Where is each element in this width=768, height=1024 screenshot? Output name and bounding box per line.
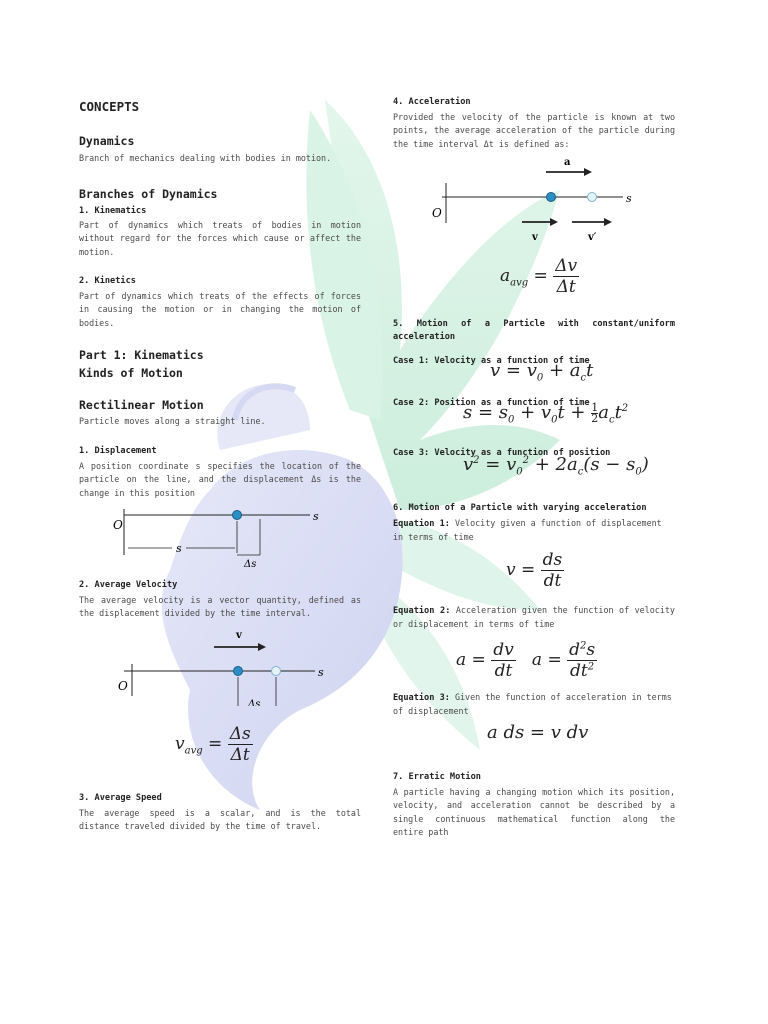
case2-equation: $s = s_0 + v_0t$ + $\frac{1}{2}$ $a_ct^2$ [463, 400, 629, 426]
equation3-description: Given the function of acceleration in terms of displacement [393, 692, 672, 717]
denominator: Δt [230, 745, 250, 765]
equation1-label: Equation 1: [393, 519, 450, 529]
equation2-description: Acceleration given the function of velocity or displacement in terms of time [393, 605, 675, 630]
displacement-heading: 1. Displacement [79, 446, 157, 456]
equation2-text [393, 604, 675, 632]
acceleration-vector-label: a [564, 157, 571, 168]
average-speed-body: The average speed is a scalar, and is the total distance traveled divided by the time of travel. [79, 808, 361, 832]
particle-end [272, 667, 281, 676]
denominator: Δt [556, 277, 576, 297]
equation1-text [393, 517, 675, 545]
acceleration-arrowhead [584, 168, 592, 176]
average-velocity-heading: 2. Average Velocity [79, 580, 178, 590]
branches-heading: Branches of Dynamics [79, 187, 218, 201]
particle-start [547, 193, 556, 202]
erratic-motion-body: A particle having a changing motion which its position, velocity, and acceleration cannot be described by a single continuous mathematical function along the entire path [393, 787, 675, 838]
displacement-diagram [110, 505, 330, 570]
axis-label: s [318, 666, 324, 679]
acceleration-body: Provided the velocity of the particle is known at two points, the average acceleration of the particle during the time interval Δt is defined as: [393, 112, 675, 149]
particle [233, 511, 242, 520]
constant-acceleration-heading: 5. Motion of a Particle with constant/uniform acceleration [393, 319, 675, 342]
equation3-text [393, 691, 675, 719]
delta-s-label: Δs [244, 559, 257, 570]
average-velocity-body: The average velocity is a vector quantity, defined as the displacement divided by the time interval. [79, 595, 361, 619]
numerator: Δs [229, 724, 251, 744]
d2s: $d^2s$ [569, 640, 596, 660]
acceleration-heading: 4. Acceleration [393, 97, 471, 107]
average-velocity-formula: $v_{avg}$ = $\frac{\Delta s}{\Delta t}$ [175, 724, 251, 765]
axis-label: s [626, 192, 632, 205]
dynamics-heading: Dynamics [79, 134, 135, 148]
equation2-formula: a = $\frac{dv}{dt}$ a = $\frac{d^2s}{dt^2}$ [456, 640, 596, 681]
ds-dt-fraction [541, 550, 565, 591]
velocity-label: v [236, 630, 242, 641]
d2s-dt2-fraction [567, 640, 597, 681]
velocity-arrowhead [258, 643, 266, 651]
kinetics-body: Part of dynamics which treats of the effects of forces in causing the motion or in changing the motion of bodies. [79, 291, 361, 328]
dt: dt [494, 661, 513, 681]
average-acceleration-formula: $a_{avg}$ = $\frac{\Delta v}{\Delta t}$ [500, 256, 578, 297]
rectilinear-body: Particle moves along a straight line. [79, 416, 266, 426]
case1-heading: Case 1: Velocity as a function of time [393, 355, 590, 366]
numerator: Δv [555, 256, 578, 276]
v-avg-symbol: $v_{avg}$ [175, 734, 203, 757]
particle-start [234, 667, 243, 676]
case3-equation: $v^2 = v_0^2 + 2a_c(s - s_0)$ [463, 454, 649, 478]
ds-dt-fraction [228, 724, 253, 765]
kinematics-body: Part of dynamics which treats of bodies in motion without regard for the forces which cause or affect the motion. [79, 220, 361, 257]
particle-end [588, 193, 597, 202]
kinds-heading: Kinds of Motion [79, 366, 183, 380]
dv: dv [493, 640, 514, 660]
a-avg-symbol: $a_{avg}$ [500, 266, 529, 289]
delta-s-label: Δs [248, 699, 261, 706]
origin-label: O [113, 518, 123, 532]
case2-heading: Case 2: Position as a function of time [393, 397, 590, 408]
acceleration-diagram [428, 153, 648, 243]
equation1-description: Velocity given a function of displacement in terms of time [393, 518, 662, 543]
dynamics-body: Branch of mechanics dealing with bodies in motion. [79, 153, 332, 163]
case1-equation: $v = v_0 + a_ct$ [490, 360, 594, 384]
dt2: $dt^2$ [570, 661, 595, 681]
average-speed-heading: 3. Average Speed [79, 793, 162, 803]
ds: ds [542, 550, 563, 570]
rectilinear-heading: Rectilinear Motion [79, 398, 204, 412]
dv-dt-fraction [491, 640, 516, 681]
origin-label: O [118, 679, 128, 693]
velocity-prime-label: v′ [588, 232, 597, 243]
dv-dt-fraction [553, 256, 579, 297]
case3-heading: Case 3: Velocity as a function of position [393, 447, 611, 458]
equation3-formula: a ds = v dv [487, 722, 589, 743]
equation1-formula: v = $\frac{ds}{dt}$ [506, 550, 563, 591]
kinetics-heading: 2. Kinetics [79, 276, 136, 286]
axis-label: s [313, 510, 319, 523]
origin-label: O [432, 206, 442, 220]
erratic-motion-heading: 7. Erratic Motion [393, 772, 481, 782]
varying-acceleration-heading: 6. Motion of a Particle with varying acceleration [393, 503, 647, 513]
displacement-body: A position coordinate s specifies the location of the particle on the line, and the displacement Δs is the change in this position [79, 461, 361, 498]
velocity-prime-arrowhead [604, 218, 612, 226]
kinematics-heading: 1. Kinematics [79, 206, 147, 216]
velocity-arrowhead [550, 218, 558, 226]
s-dimension-label: s [176, 542, 182, 555]
average-velocity-diagram [110, 626, 340, 706]
equation2-label: Equation 2: [393, 606, 451, 616]
dt: dt [543, 571, 562, 591]
velocity-label: v [532, 232, 538, 243]
equation3-label: Equation 3: [393, 693, 450, 703]
concepts-heading: CONCEPTS [79, 99, 140, 114]
part1-heading: Part 1: Kinematics [79, 348, 204, 362]
